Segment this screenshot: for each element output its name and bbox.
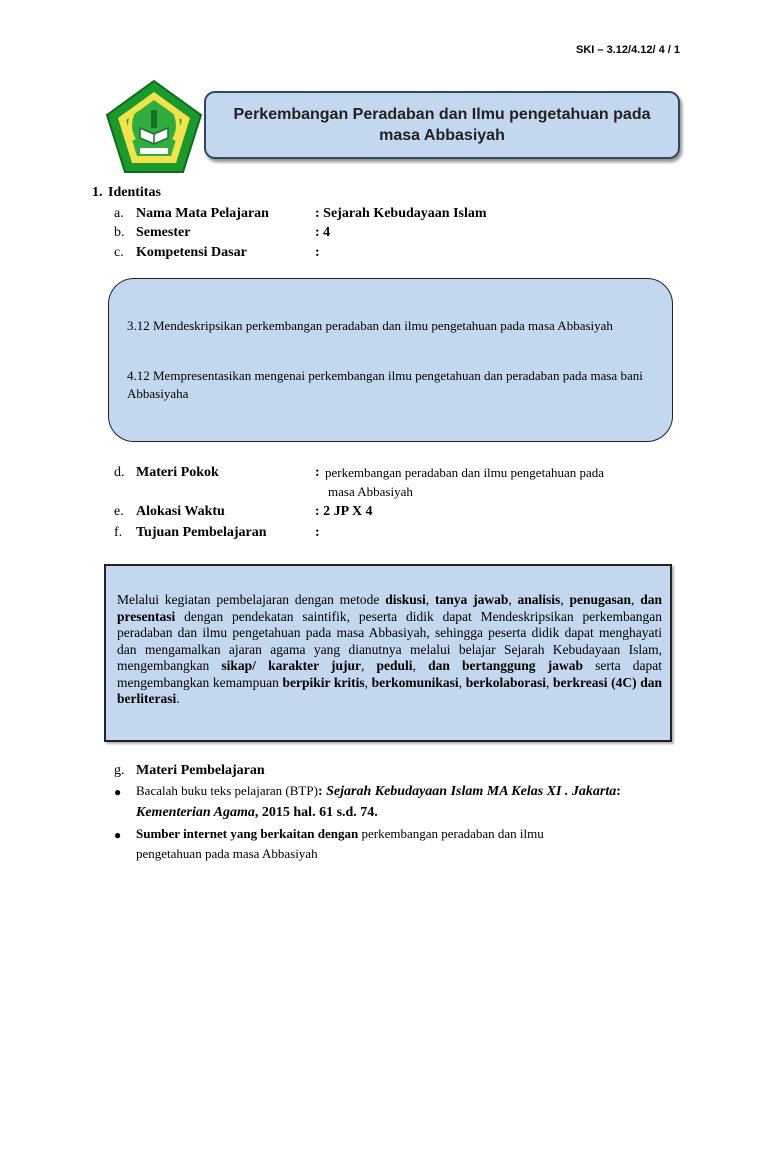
row-label: Alokasi Waktu (136, 504, 225, 519)
document-code: SKI – 3.12/4.12/ 4 / 1 (576, 44, 680, 56)
row-letter: d. (114, 465, 125, 480)
materi-pokok-value: perkembangan peradaban dan ilmu pengetahuan pada (325, 465, 605, 480)
kementerian-agama-logo (104, 78, 204, 178)
row-label: Semester (136, 225, 191, 240)
row-letter: a. (114, 206, 124, 221)
bullet-item: Bacalah buku teks pelajaran (BTP): Sejarah Kebudayaan Islam MA Kelas XI . Jakarta: (136, 783, 621, 799)
section-heading: Identitas (108, 185, 161, 200)
kompetensi-item: 4.12 Mempresentasikan mengenai perkembangan ilmu pengetahuan dan peradaban pada masa bani Abbasiyaha (127, 368, 643, 401)
materi-pokok-value: masa Abbasiyah (328, 484, 413, 499)
row-letter: c. (114, 245, 124, 260)
row-value: : Sejarah Kebudayaan Islam (315, 206, 487, 221)
kompetensi-item: 3.12 Mendeskripsikan perkembangan peradaban dan ilmu pengetahuan pada masa Abbasiyah (127, 318, 613, 333)
row-letter: f. (114, 525, 123, 540)
row-value: : (315, 245, 320, 260)
bullet-item-continued: pengetahuan pada masa Abbasiyah (136, 846, 318, 861)
row-label: Tujuan Pembelajaran (136, 525, 267, 540)
row-letter: e. (114, 504, 124, 519)
row-value: : 2 JP X 4 (315, 504, 373, 519)
row-letter: g. (114, 763, 125, 778)
row-label: Materi Pokok (136, 465, 219, 480)
row-label: Kompetensi Dasar (136, 245, 247, 260)
row-value: : 4 (315, 225, 331, 240)
tujuan-text: Melalui kegiatan pembelajaran dengan metode diskusi, tanya jawab, analisis, penugasan, dan presentasi dengan pendekatan saintifik, peserta didik dapat Mendeskripsikan perkembangan peradaban dan ilmu pengetahuan pada masa Abbasiyah, sehingga peserta didik dapat menghayati dan mengamalkan ajaran agama yang dianutnya melalui belajar Sejarah Kebudayaan Islam, mengembangkan sikap/ karakter jujur, peduli, dan bertanggung jawab serta dapat mengembangkan kemampuan berpikir kritis, berkomunikasi, berkolaborasi, berkreasi (4C) dan berliterasi. (117, 592, 663, 706)
row-colon: : (315, 465, 320, 480)
row-value: : (315, 525, 320, 540)
kompetensi-dasar-box (108, 278, 673, 442)
document-title: Perkembangan Peradaban dan Ilmu pengetahuan pada masa Abbasiyah (204, 91, 680, 159)
section-heading: Materi Pembelajaran (136, 763, 265, 778)
row-label: Nama Mata Pelajaran (136, 206, 269, 221)
row-letter: b. (114, 225, 125, 240)
bullet-icon: ● (114, 828, 122, 842)
tujuan-pembelajaran-box (104, 564, 672, 742)
bullet-item-continued: Kementerian Agama, 2015 hal. 61 s.d. 74. (136, 805, 378, 820)
bullet-item: Sumber internet yang berkaitan dengan perkembangan peradaban dan ilmu (136, 826, 544, 841)
bullet-icon: ● (114, 785, 122, 799)
section-number: 1. (92, 185, 103, 200)
